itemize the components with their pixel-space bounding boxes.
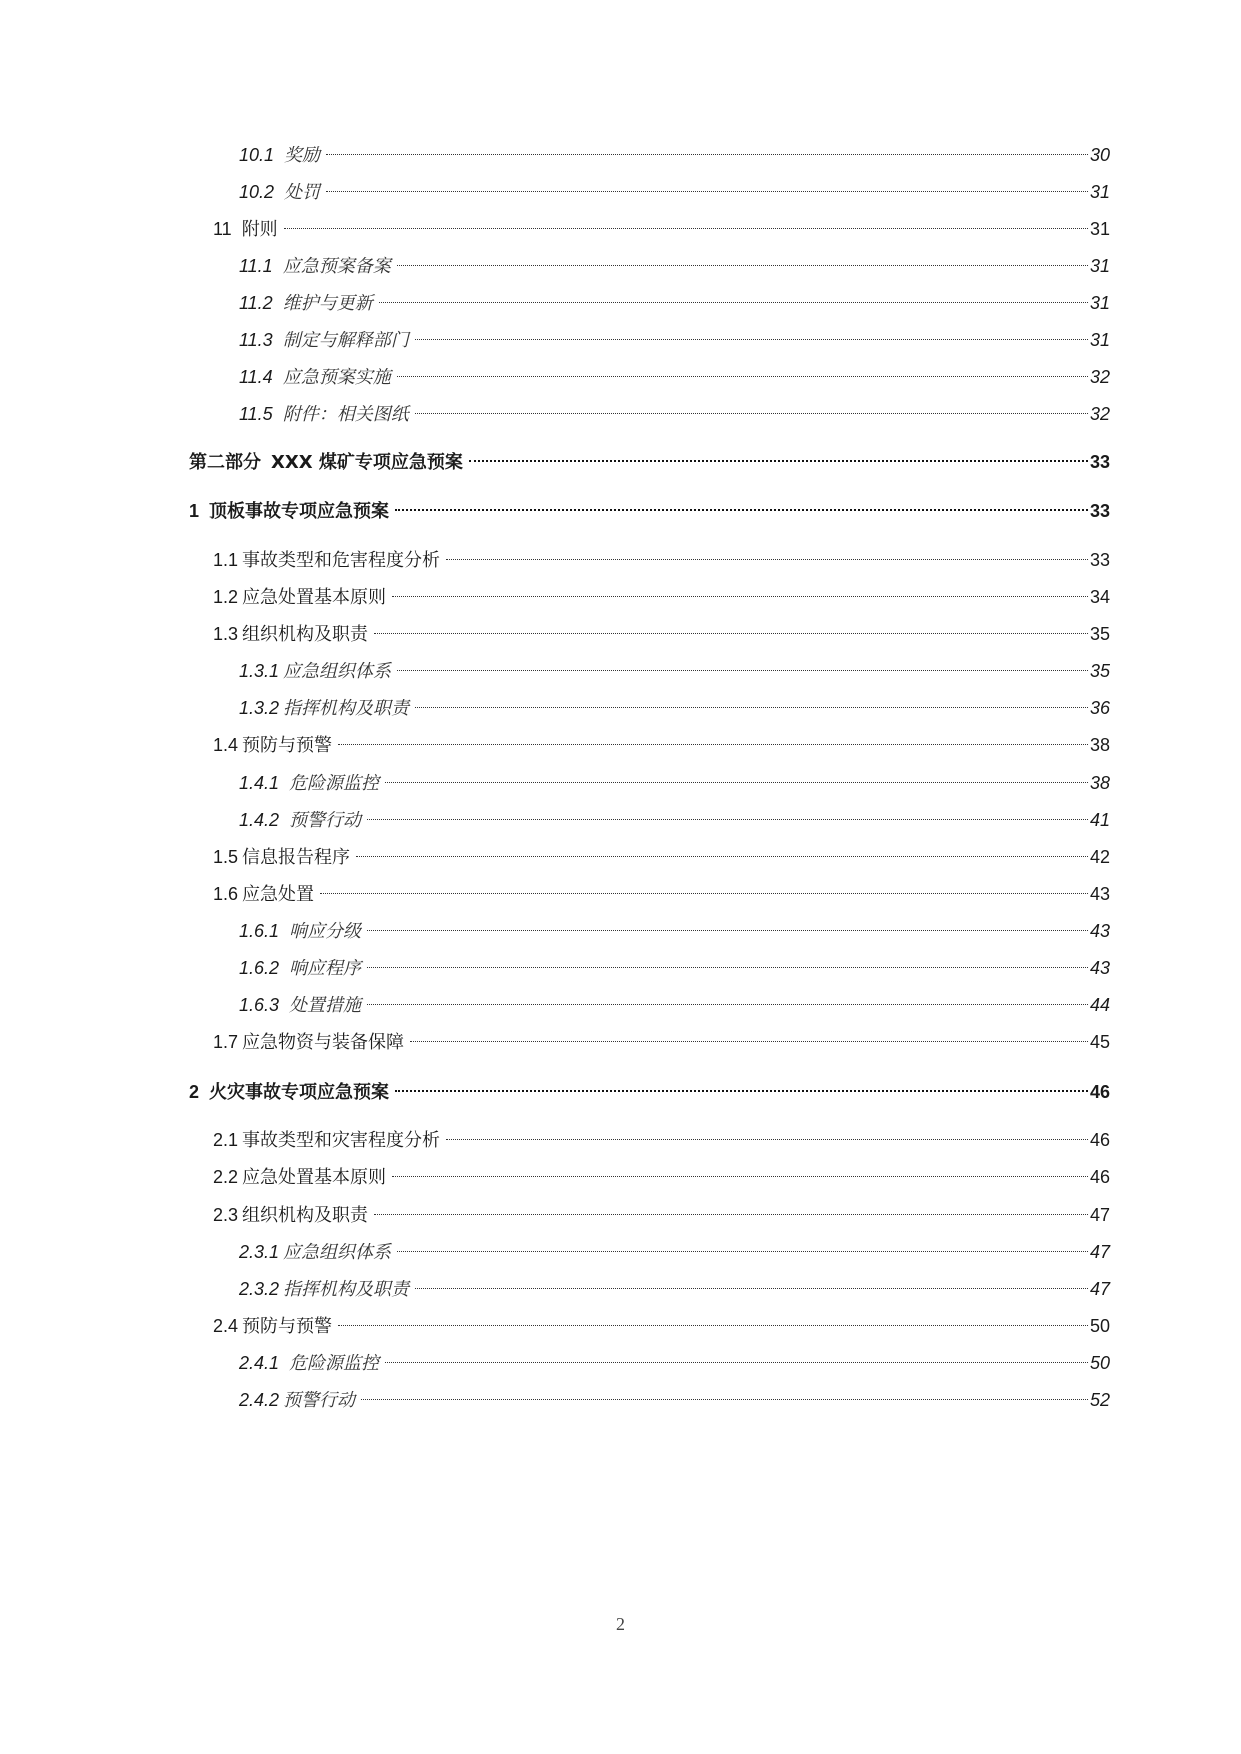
dot-leader bbox=[320, 893, 1088, 894]
toc-entry-title: 预防与预警 bbox=[242, 1316, 333, 1337]
toc-entry-title: 预防与预警 bbox=[242, 735, 333, 756]
dot-leader bbox=[397, 670, 1088, 671]
dot-leader bbox=[446, 1139, 1088, 1140]
toc-entry-number: 2.2 bbox=[213, 1167, 239, 1187]
toc-entry[interactable] bbox=[239, 916, 1110, 946]
dot-leader bbox=[284, 228, 1088, 229]
toc-entry-title: 事故类型和灾害程度分析 bbox=[242, 1130, 441, 1151]
toc-entry-number: 2.3.2 bbox=[239, 1279, 280, 1299]
toc-entry-number: 1.4.1 bbox=[239, 773, 280, 793]
toc-entry[interactable] bbox=[239, 990, 1110, 1020]
toc-entry-title: 预警行动 bbox=[283, 1390, 356, 1411]
toc-entry-page: 36 bbox=[1089, 698, 1110, 718]
toc-entry[interactable] bbox=[239, 177, 1110, 207]
dot-leader bbox=[415, 413, 1088, 414]
toc-entry-title: 制定与解释部门 bbox=[282, 330, 409, 351]
toc-entry[interactable] bbox=[213, 214, 1110, 244]
toc-entry[interactable] bbox=[239, 325, 1110, 355]
toc-entry-title: 顶板事故专项应急预案 bbox=[209, 501, 390, 522]
dot-leader bbox=[361, 1399, 1088, 1400]
toc-entry-title: 应急组织体系 bbox=[283, 1242, 392, 1263]
toc-entry-title: 处置措施 bbox=[289, 995, 362, 1016]
dot-leader bbox=[367, 930, 1088, 931]
dot-leader bbox=[392, 596, 1088, 597]
toc-entry-title: 危险源监控 bbox=[289, 1353, 380, 1374]
toc-entry-number: 1.7 bbox=[213, 1032, 239, 1052]
toc-entry-title: 危险源监控 bbox=[289, 773, 380, 794]
dot-leader bbox=[367, 819, 1088, 820]
toc-entry-number: 1.6.1 bbox=[239, 921, 280, 941]
toc-entry-page: 38 bbox=[1089, 773, 1110, 793]
toc-entry[interactable] bbox=[213, 730, 1110, 760]
toc-entry-number: 2.3 bbox=[213, 1205, 239, 1225]
dot-leader bbox=[338, 744, 1088, 745]
toc-entry[interactable] bbox=[213, 842, 1110, 872]
toc-entry-page: 46 bbox=[1089, 1167, 1110, 1187]
toc-entry-number: 1.6 bbox=[213, 884, 239, 904]
page-number: 2 bbox=[616, 1614, 625, 1634]
toc-entry[interactable] bbox=[239, 1385, 1110, 1415]
toc-entry-title: 奖励 bbox=[284, 145, 321, 166]
toc-entry-page: 32 bbox=[1089, 367, 1110, 387]
toc-entry-number: 1.3.2 bbox=[239, 698, 280, 718]
toc-entry[interactable] bbox=[239, 251, 1110, 281]
toc-entry[interactable] bbox=[239, 1274, 1110, 1304]
toc-entry-page: 44 bbox=[1089, 995, 1110, 1015]
toc-entry-number: 11 bbox=[213, 219, 232, 239]
toc-entry[interactable] bbox=[239, 140, 1110, 170]
toc-entry-number: 11.5 bbox=[239, 404, 273, 424]
toc-entry-title: 应急处置 bbox=[242, 884, 315, 905]
toc-entry-page: 52 bbox=[1089, 1390, 1110, 1410]
toc-entry[interactable] bbox=[213, 1311, 1110, 1341]
toc-entry[interactable] bbox=[239, 399, 1110, 429]
toc-chapter-heading[interactable] bbox=[189, 1077, 1110, 1107]
toc-entry-page: 33 bbox=[1089, 501, 1110, 521]
toc-entry-title: 事故类型和危害程度分析 bbox=[242, 550, 441, 571]
toc-entry-title: 组织机构及职责 bbox=[242, 1205, 369, 1226]
dot-leader bbox=[374, 1214, 1088, 1215]
dot-leader bbox=[415, 1288, 1088, 1289]
dot-leader bbox=[385, 1362, 1088, 1363]
toc-entry-number: 第二部分 bbox=[189, 452, 261, 473]
toc-entry-number: 1.2 bbox=[213, 587, 239, 607]
dot-leader bbox=[367, 1004, 1088, 1005]
dot-leader bbox=[397, 265, 1088, 266]
toc-entry-page: 47 bbox=[1089, 1205, 1110, 1225]
toc-entry-number: 1.4 bbox=[213, 735, 239, 755]
toc-entry-page: 46 bbox=[1089, 1082, 1110, 1102]
toc-entry[interactable] bbox=[213, 1200, 1110, 1230]
toc-entry[interactable] bbox=[239, 1348, 1110, 1378]
toc-entry-title: XXX 煤矿专项应急预案 bbox=[271, 452, 463, 473]
toc-entry-title: 组织机构及职责 bbox=[242, 624, 369, 645]
toc-entry-page: 41 bbox=[1089, 810, 1110, 830]
toc-entry-page: 31 bbox=[1089, 293, 1110, 313]
toc-entry-number: 11.3 bbox=[239, 330, 273, 350]
toc-entry-number: 11.2 bbox=[239, 293, 273, 313]
toc-entry-number: 1.6.3 bbox=[239, 995, 280, 1015]
toc-entry-page: 47 bbox=[1089, 1279, 1110, 1299]
toc-entry-title: 应急组织体系 bbox=[283, 661, 392, 682]
toc-entry-page: 31 bbox=[1089, 182, 1110, 202]
toc-entry-page: 31 bbox=[1089, 256, 1110, 276]
toc-entry-number: 2.3.1 bbox=[239, 1242, 280, 1262]
toc-entry-title: 火灾事故专项应急预案 bbox=[209, 1082, 390, 1103]
dot-leader bbox=[392, 1176, 1088, 1177]
toc-entry-number: 2.4.1 bbox=[239, 1353, 280, 1373]
toc-entry[interactable] bbox=[213, 879, 1110, 909]
dot-leader bbox=[379, 302, 1088, 303]
dot-leader bbox=[397, 376, 1088, 377]
toc-entry-title: 应急物资与装备保障 bbox=[242, 1032, 405, 1053]
toc-entry-title: 附则 bbox=[241, 219, 278, 240]
toc-entry-page: 34 bbox=[1089, 587, 1110, 607]
toc-entry[interactable] bbox=[213, 619, 1110, 649]
toc-entry-page: 30 bbox=[1089, 145, 1110, 165]
toc-entry-number: 1.3.1 bbox=[239, 661, 280, 681]
toc-entry-title: 应急处置基本原则 bbox=[242, 1167, 387, 1188]
toc-entry-number: 2 bbox=[189, 1082, 200, 1102]
toc-entry-page: 32 bbox=[1089, 404, 1110, 424]
toc-entry-title: 应急处置基本原则 bbox=[242, 587, 387, 608]
toc-entry[interactable] bbox=[213, 1027, 1110, 1057]
dot-leader bbox=[374, 633, 1088, 634]
toc-entry-number: 11.4 bbox=[239, 367, 273, 387]
toc-entry-number: 11.1 bbox=[239, 256, 273, 276]
toc-entry-title: 处罚 bbox=[284, 182, 321, 203]
toc-entry-title: 响应分级 bbox=[289, 921, 362, 942]
toc-entry-title: 信息报告程序 bbox=[242, 847, 351, 868]
toc-entry-title: 预警行动 bbox=[289, 810, 362, 831]
toc-entry-number: 1 bbox=[189, 501, 200, 521]
toc-entry[interactable] bbox=[213, 582, 1110, 612]
toc-entry-page: 33 bbox=[1089, 550, 1110, 570]
toc-entry-page: 50 bbox=[1089, 1316, 1110, 1336]
toc-entry[interactable] bbox=[239, 693, 1110, 723]
toc-part-heading[interactable] bbox=[189, 447, 1110, 477]
toc-entry-number: 2.1 bbox=[213, 1130, 239, 1150]
toc-entry[interactable] bbox=[239, 362, 1110, 392]
toc-entry-page: 43 bbox=[1089, 958, 1110, 978]
dot-leader bbox=[367, 967, 1088, 968]
toc-entry-number: 1.6.2 bbox=[239, 958, 280, 978]
toc-entry-page: 43 bbox=[1089, 884, 1110, 904]
dot-leader bbox=[410, 1041, 1088, 1042]
toc-entry[interactable] bbox=[213, 1125, 1110, 1155]
dot-leader bbox=[415, 339, 1088, 340]
toc-entry-title: 维护与更新 bbox=[282, 293, 373, 314]
toc-entry[interactable] bbox=[239, 953, 1110, 983]
toc-entry-page: 46 bbox=[1089, 1130, 1110, 1150]
toc-entry-page: 43 bbox=[1089, 921, 1110, 941]
toc-entry-title: 附件：相关图纸 bbox=[282, 404, 409, 425]
toc-entry-number: 1.3 bbox=[213, 624, 239, 644]
toc-entry-title: 响应程序 bbox=[289, 958, 362, 979]
toc-entry-number: 2.4.2 bbox=[239, 1390, 280, 1410]
toc-entry[interactable] bbox=[239, 1237, 1110, 1267]
toc-entry-number: 2.4 bbox=[213, 1316, 239, 1336]
toc-entry-number: 10.2 bbox=[239, 182, 275, 202]
dot-leader bbox=[326, 191, 1088, 192]
toc-chapter-heading[interactable] bbox=[189, 496, 1110, 526]
toc-entry-number: 10.1 bbox=[239, 145, 275, 165]
toc-entry-title: 应急预案实施 bbox=[282, 367, 391, 388]
toc-entry[interactable] bbox=[239, 768, 1110, 798]
dot-leader bbox=[397, 1251, 1088, 1252]
toc-entry[interactable] bbox=[239, 656, 1110, 686]
toc-entry-page: 31 bbox=[1089, 330, 1110, 350]
toc-entry-number: 1.5 bbox=[213, 847, 239, 867]
toc-entry[interactable] bbox=[213, 1162, 1110, 1192]
toc-entry-title: 应急预案备案 bbox=[282, 256, 391, 277]
toc-entry-number: 1.1 bbox=[213, 550, 239, 570]
dot-leader bbox=[385, 782, 1088, 783]
toc-entry-title: 指挥机构及职责 bbox=[283, 698, 410, 719]
toc-entry-page: 33 bbox=[1089, 452, 1110, 472]
toc-entry[interactable] bbox=[239, 805, 1110, 835]
dot-leader bbox=[446, 559, 1088, 560]
dot-leader bbox=[395, 1090, 1088, 1092]
dot-leader bbox=[415, 707, 1088, 708]
dot-leader bbox=[469, 460, 1088, 462]
toc-entry-page: 35 bbox=[1089, 624, 1110, 644]
toc-entry-page: 42 bbox=[1089, 847, 1110, 867]
toc-entry-number: 1.4.2 bbox=[239, 810, 280, 830]
toc-entry-page: 38 bbox=[1089, 735, 1110, 755]
dot-leader bbox=[326, 154, 1088, 155]
dot-leader bbox=[338, 1325, 1088, 1326]
toc-entry-title: 指挥机构及职责 bbox=[283, 1279, 410, 1300]
toc-entry-page: 50 bbox=[1089, 1353, 1110, 1373]
toc-entry-page: 45 bbox=[1089, 1032, 1110, 1052]
toc-entry[interactable] bbox=[239, 288, 1110, 318]
toc-entry-page: 31 bbox=[1089, 219, 1110, 239]
dot-leader bbox=[356, 856, 1088, 857]
toc-entry-page: 47 bbox=[1089, 1242, 1110, 1262]
dot-leader bbox=[395, 509, 1088, 511]
toc-entry-page: 35 bbox=[1089, 661, 1110, 681]
toc-entry[interactable] bbox=[213, 545, 1110, 575]
